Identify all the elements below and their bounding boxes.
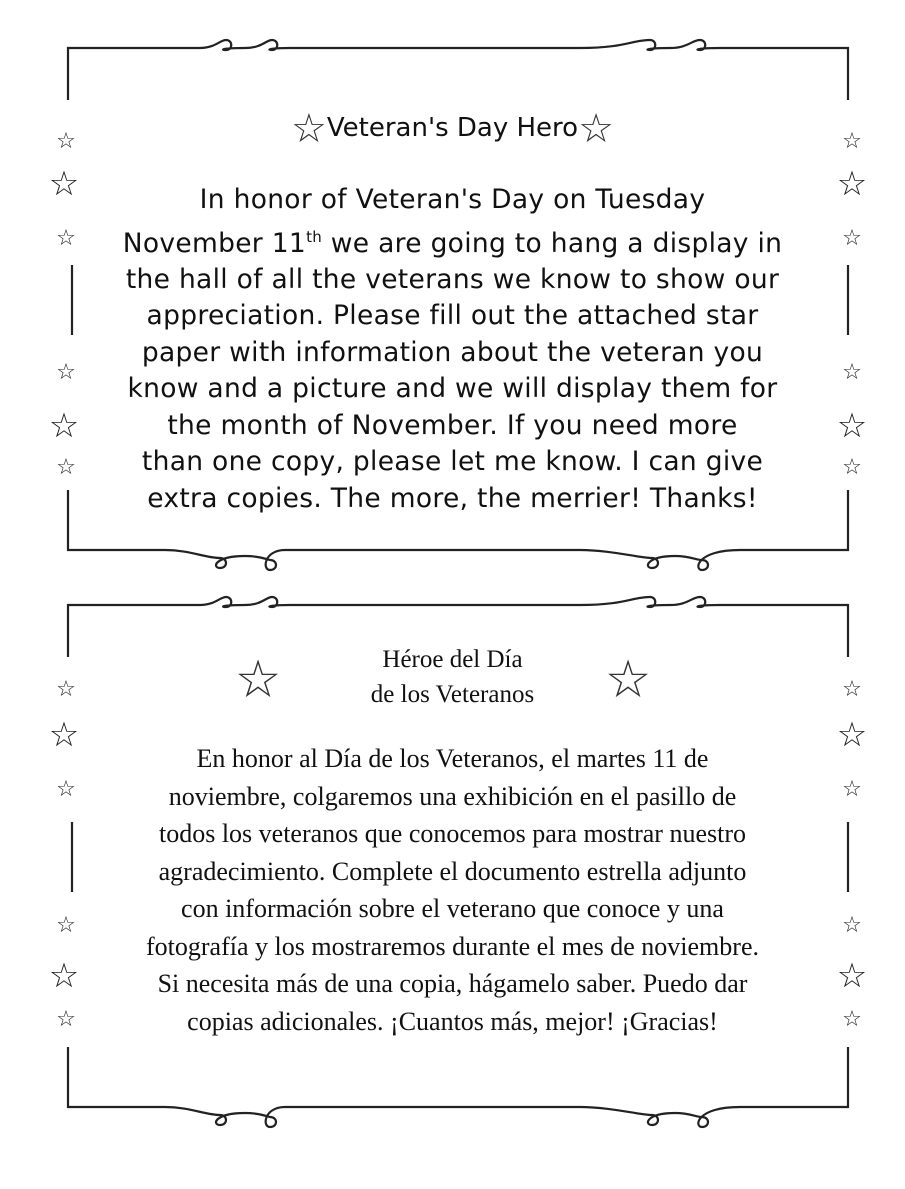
star-icon: ☆: [56, 777, 76, 802]
star-icon: ☆: [842, 1007, 862, 1032]
star-icon: ☆: [56, 913, 76, 938]
text-line: In honor of Veteran's Day on Tuesday: [199, 184, 706, 215]
text-line: Si necesita más de una copia, hágamelo saber. Puedo dar: [157, 969, 748, 998]
text-line: agradecimiento. Complete el documento estrella adjunto: [158, 856, 747, 886]
star-icon: ☆: [56, 455, 76, 480]
star-icon: ☆: [48, 715, 80, 755]
star-icon: ☆: [48, 956, 80, 996]
star-icon: ☆: [836, 715, 868, 755]
text-line: than one copy, please let me know. I can give: [141, 446, 764, 478]
star-icon: ☆: [56, 226, 76, 251]
spanish-title: [0, 642, 905, 712]
title-line: Héroe del Día: [382, 646, 523, 673]
text-line: November 11th we are going to hang a display in: [122, 227, 783, 259]
star-icon: ☆: [842, 677, 862, 702]
star-icon: ☆: [842, 913, 862, 938]
text-line: paper with information about the veteran you: [141, 336, 764, 368]
text-line: the hall of all the veterans we know to show our: [125, 263, 780, 295]
star-icon: ☆: [836, 164, 868, 204]
star-icon: ☆: [56, 1007, 76, 1032]
text-line: fotografía y los mostraremos durante el mes de noviembre.: [146, 931, 759, 961]
text-line: appreciation. Please fill out the attached star: [146, 300, 759, 332]
star-icon: ☆: [604, 650, 652, 710]
text-line: the month of November. If you need more: [167, 409, 738, 441]
star-icon: ☆: [842, 226, 862, 251]
text-line: En honor al Día de los Veteranos, el martes 11 de: [196, 744, 709, 773]
star-icon: ☆: [48, 164, 80, 204]
title-line: de los Veteranos: [370, 681, 535, 708]
star-icon: ☆: [234, 650, 282, 710]
text-line: extra copies. The more, the merrier! Thanks!: [147, 482, 758, 514]
star-icon: ☆: [56, 129, 76, 154]
star-icon: ☆: [836, 956, 868, 996]
english-body: [80, 182, 825, 517]
text-line: noviembre, colgaremos una exhibición en el pasillo de: [168, 781, 737, 811]
spanish-body: [80, 740, 825, 1040]
star-icon: ☆: [48, 406, 80, 446]
star-icon: ☆: [842, 360, 862, 385]
star-icon: ☆: [842, 777, 862, 802]
star-icon: ☆: [578, 106, 614, 152]
text-line: know and a picture and we will display them for: [127, 373, 778, 405]
star-icon: ☆: [842, 129, 862, 154]
english-title: ☆Veteran's Day Hero☆: [291, 106, 614, 152]
star-icon: ☆: [56, 360, 76, 385]
star-icon: ☆: [56, 677, 76, 702]
text-line: todos los veteranos que conocemos para mostrar nuestro: [158, 819, 746, 848]
star-icon: ☆: [842, 455, 862, 480]
star-icon: ☆: [291, 106, 327, 152]
text-line: con información sobre el veterano que conoce y una: [181, 894, 724, 923]
text-line: copias adicionales. ¡Cuantos más, mejor! ¡Gracias!: [187, 1006, 718, 1036]
star-icon: ☆: [836, 406, 868, 446]
